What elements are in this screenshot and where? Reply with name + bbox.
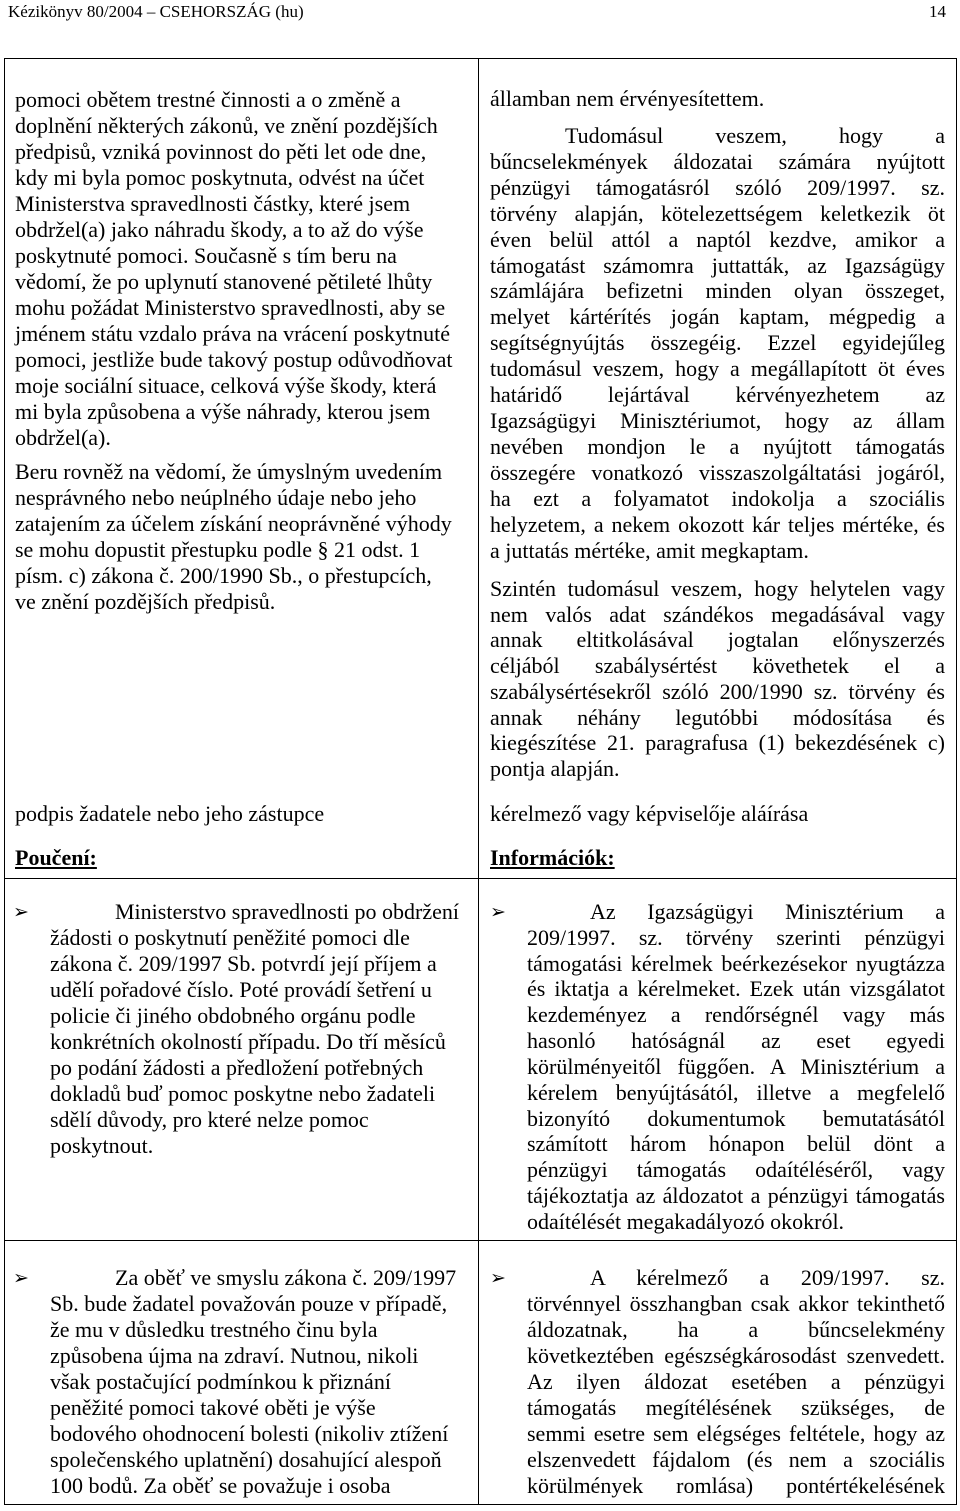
czech-info-item-1 [50,899,470,1159]
text-line: éven belül attól a naptól kezdve, amikor a [490,226,945,252]
text-line: támogatási kérelmek beérkezésekor nyugtázza [527,950,945,976]
text-line: nesprávného nebo neúplného údaje nebo jeho [15,485,417,510]
text-line: způsobena újma na zdraví. Nutnou, nikoli [50,1343,419,1368]
text-line: tájékoztatja az áldozatot a pénzügyi támogatás [527,1183,945,1209]
text-line: támogatás megítélésének szükséges, de [527,1395,945,1420]
czech-info-item-2 [50,1265,470,1499]
text-line: szabálysértésekről szóló 200/1990 sz. törvény és [490,678,945,704]
text-line: nem valós adat szándékos megadásával vagy [490,601,945,627]
text-line: Szintén tudomásul veszem, hogy helytelen vagy [490,576,945,601]
text-line: sdělí důvody, pro které nelze pomoc [50,1107,369,1132]
text-line: bizonyító dokumentumok bemutatásától [527,1105,945,1131]
arrow-bullet-icon: ➢ [490,1267,506,1289]
text-line: körülmények romlása) pontértékelésének [527,1473,945,1498]
hungarian-signature-label: kérelmező vagy képviselője aláírása [490,801,809,826]
text-line: bodového ohodnocení bolesti (nikoliv ztížení [50,1421,449,1446]
text-line: Ministerstvo spravedlnosti po obdržení [115,899,460,924]
text-line: 209/1997. sz. törvény szerinti pénzügyi [527,924,945,950]
text-line: Beru rovněž na vědomí, že úmyslným uvedením [15,459,443,484]
text-line: však postačující podmínkou k přiznání [50,1369,391,1394]
text-line: moje sociální situace, celková výše škody, která [15,373,437,398]
page-number: 14 [929,2,946,21]
text-line: peněžité pomoci takové oběti je výše [50,1395,376,1420]
text-line: törvény alapján, kötelezettségem keletkezik öt [490,200,945,226]
text-line: törvénnyel összhangban csak akkor tekinthető [527,1291,945,1316]
text-line: hasonló hatóságnál az eset egyedi [527,1028,945,1054]
text-line: se mohu dopustit přestupku podle § 21 odst. 1 [15,537,421,562]
text-line: számított három hónapon belül dönt a [527,1131,945,1157]
text-line: kérelem benyújtásától, illetve a megfelelő [527,1079,945,1105]
text-line: společenského uplatnění) dosahující alespoň [50,1447,442,1472]
text-line: pénzügyi támogatásról szóló 209/1997. sz. [490,174,945,200]
text-line: konkrétních okolností případu. Do tří měsíců [50,1029,446,1054]
text-line: předpisů, vzniká povinnost do pěti let ode dne, [15,139,427,164]
text-line: zatajením za účelem získání neoprávněné výhody [15,511,452,536]
text-line: segítségnyújtás összegéig. Ezzel egyidejűleg [490,330,945,356]
text-line: pénzügyi támogatás odaítéléséről, vagy [527,1157,945,1183]
text-line: Tudomásul veszem, hogy a [565,123,945,148]
text-line: támogatást számomra juttatták, az Igazságügy [490,252,945,278]
text-line: ha ezt a folyamatot indokolja a szociális [490,485,945,511]
text-line: 100 bodů. Za oběť se považuje i osoba [50,1473,391,1498]
hungarian-info-item-1 [527,899,945,1235]
hungarian-carryover-line: államban nem érvényesítettem. [490,86,765,111]
text-line: annak eltitkolásával jogtalan előnyszerzés [490,627,945,653]
arrow-bullet-icon: ➢ [13,1267,29,1289]
text-line: pomoci obětem trestné činnosti a o změně a [15,87,401,112]
text-line: pontja alapján. [490,755,620,781]
text-line: udělí pořadové číslo. Poté provádí šetření u [50,977,432,1002]
text-line: tudomásul veszem, hogy a megállapított öt éves [490,356,945,382]
text-line: elszenvedett fájdalom (és nem a szociális [527,1447,945,1472]
text-line: poskytnout. [50,1133,154,1158]
text-line: összegére vonatkozó visszaszolgáltatási jogáról, [490,459,945,485]
text-line: határidő lejártával kérvényezhetem az [490,382,945,408]
text-line: helyzetem, a nekem okozott kár teljes mértéke, és [490,511,945,537]
text-line: Za oběť ve smyslu zákona č. 209/1997 [115,1265,457,1290]
text-line: odaítélését megakadályozó okokról. [527,1208,845,1234]
table-row-divider [4,878,957,879]
text-line: Igazságügyi Minisztériumot, hogy az állam [490,407,945,433]
text-line: zákona č. 209/1997 Sb. potvrdí její příjem a [50,951,437,976]
text-line: mohu požádat Ministerstvo spravedlnosti, aby se [15,295,446,320]
text-line: žádosti o poskytnutí peněžité pomoci dle [50,925,410,950]
czech-signature-label: podpis žadatele nebo jeho zástupce [15,801,325,826]
text-line: A kérelmező a 209/1997. sz. [590,1265,945,1290]
text-line: pomoci, jestliže bude takový postup odůvodňovat [15,347,453,372]
text-line: obdržel(a) jako náhradu škody, a to až do výše [15,217,424,242]
hungarian-obligation-paragraph [490,123,945,563]
text-line: kiegészítése 21. paragrafusa (1) bekezdésének c) [490,730,945,756]
text-line: ve znění pozdějších předpisů. [15,589,276,614]
text-line: vědomí, že po uplynutí stanovené pětileté lhůty [15,269,433,294]
text-line: Sb. bude žadatel považován pouze v případě, [50,1291,448,1316]
text-line: obdržel(a). [15,425,111,450]
text-line: bűncselekmények áldozatai számára nyújtott [490,148,945,174]
text-line: céljából szabálysértést követhetek el a [490,653,945,679]
text-line: semmi esetre sem elégséges feltétele, hogy az [527,1421,945,1446]
text-line: policie či jiného obdobného orgánu podle [50,1003,416,1028]
text-line: kdy mi byla pomoc poskytnuta, odvést na účet [15,165,425,190]
text-line: jménem státu vzdalo práva na vrácení poskytnuté [15,321,450,346]
table-row-divider [4,1240,957,1241]
text-line: melyet kártérítés jogán kaptam, mégpedig a [490,304,945,330]
text-line: že mu v důsledku trestného činu byla [50,1317,378,1342]
czech-intro-paragraph [15,87,470,451]
arrow-bullet-icon: ➢ [490,901,506,923]
text-line: következtében egészségkárosodást szenvedett. [527,1343,945,1368]
table-left-border [4,58,5,1505]
hungarian-info-heading: Információk: [490,845,615,870]
czech-warning-paragraph [15,459,470,615]
text-line: dokladů buď pomoc poskytne nebo žadateli [50,1081,436,1106]
hungarian-warning-paragraph [490,576,945,782]
text-line: po podání žádosti a předložení potřebných [50,1055,424,1080]
table-top-border [4,58,957,59]
table-column-divider [478,58,479,1505]
text-line: körülményeitől függően. A Minisztérium a [527,1053,945,1079]
text-line: számlájára befizetni minden olyan összeget, [490,278,945,304]
text-line: nevében mondjon le a nyújtott támogatás [490,433,945,459]
text-line: és iktatja a kérelmeket. Ezek után vizsgálatot [527,976,945,1002]
table-right-border [956,58,957,1505]
text-line: Az Igazságügyi Minisztérium a [590,899,945,924]
table-bottom-border [4,1504,957,1505]
text-line: mi byla způsobena a výše náhrady, kterou jsem [15,399,431,424]
text-line: annak néhány legutóbbi módosítása és [490,704,945,730]
text-line: a juttatás mértéke, amit megkaptam. [490,537,809,563]
text-line: Az ilyen áldozat esetében a pénzügyi [527,1369,945,1394]
arrow-bullet-icon: ➢ [13,901,29,923]
text-line: doplnění některých zákonů, ve znění pozdějších [15,113,438,138]
text-line: kezdeményez a rendőrségnél vagy más [527,1002,945,1028]
text-line: poskytnuté pomoci. Současně s tím beru na [15,243,397,268]
text-line: písm. c) zákona č. 200/1990 Sb., o přestupcích, [15,563,432,588]
document-header-title: Kézikönyv 80/2004 – CSEHORSZÁG (hu) [8,2,304,21]
text-line: áldozatnak, ha a bűncselekmény [527,1317,945,1342]
czech-info-heading: Poučení: [15,845,97,870]
text-line: Ministerstva spravedlnosti částky, které jsem [15,191,411,216]
hungarian-info-item-2 [527,1265,945,1499]
